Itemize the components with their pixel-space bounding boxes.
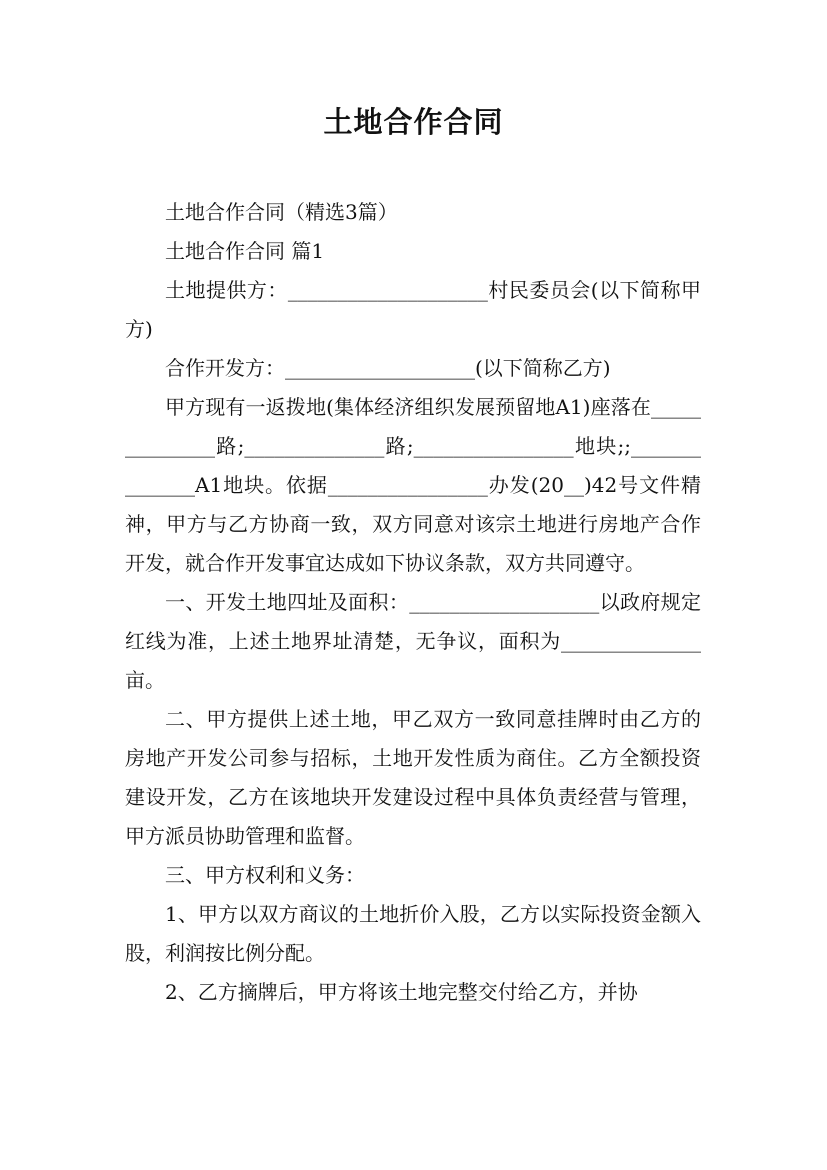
- paragraph-clause-1: 一、开发土地四址及面积：___________________以政府规定红线为准，上述土地界址清楚，无争议，面积为______________亩。: [125, 590, 701, 692]
- paragraph-clause-3-item-1: 1、甲方以双方商议的土地折价入股，乙方以实际投资金额入股，利润按比例分配。: [125, 902, 701, 965]
- paragraph-land-provider: 土地提供方：____________________村民委员会(以下简称甲方): [125, 278, 701, 341]
- paragraph-clause-2: 二、甲方提供上述土地，甲乙双方一致同意挂牌时由乙方的房地产开发公司参与招标，土地开发性质为商住。乙方全额投资建设开发，乙方在该地块开发建设过程中具体负责经营与管理，甲方派员协助管理和监督。: [125, 707, 701, 848]
- paragraph-developer: 合作开发方：___________________(以下简称乙方): [165, 356, 611, 380]
- paragraph-clause-3-heading: 三、甲方权利和义务：: [165, 863, 365, 887]
- document-title: 土地合作合同: [323, 105, 504, 139]
- paragraph-preamble: 甲方现有一返拨地(集体经济组织发展预留地A1)座落在______________路;______________路;________________地块;;______________A1地块。依据________________办发(20__)42号文件精神，甲方与乙方协商一致，双方同意对该宗土地进行房地产合作开发，就合作开发事宜达成如下协议条款，双方共同遵守。: [125, 395, 701, 575]
- paragraph-clause-3-item-2: 2、乙方摘牌后，甲方将该土地完整交付给乙方，并协: [165, 980, 638, 1004]
- paragraph-subtitle: 土地合作合同（精选3篇）: [165, 200, 398, 224]
- document-body: [125, 193, 701, 1012]
- paragraph-section-heading: 土地合作合同 篇1: [165, 239, 325, 263]
